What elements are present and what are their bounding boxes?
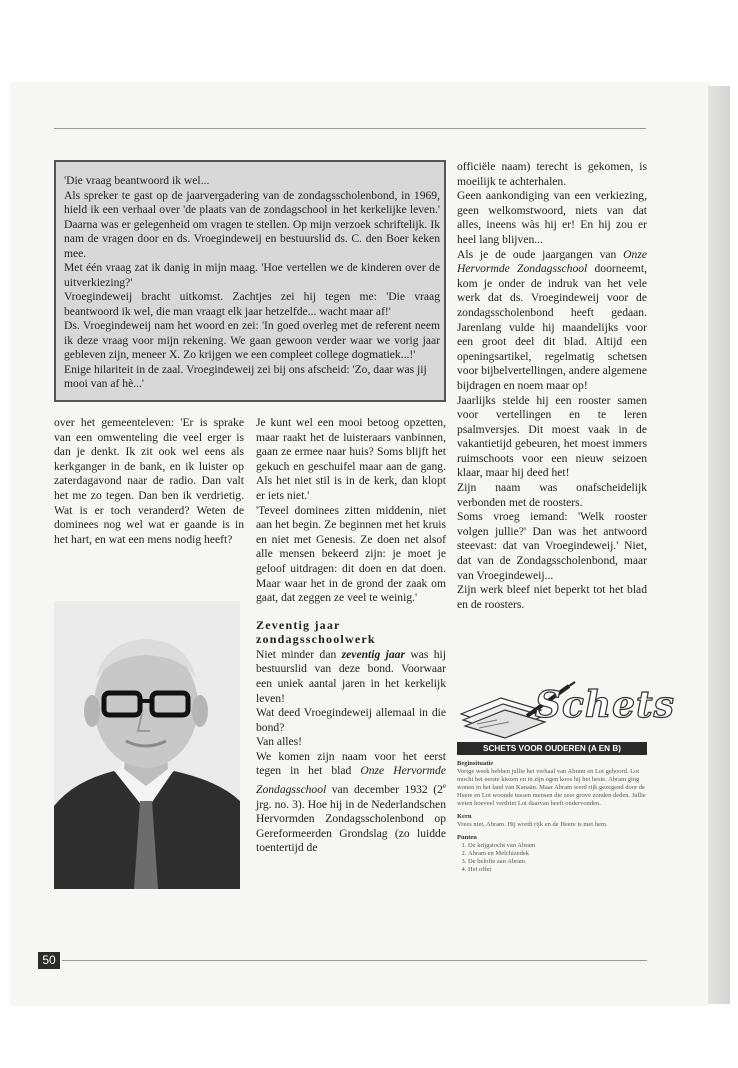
page-number: 50 [38,952,60,969]
body-paragraph: Niet minder dan zeventig jaar was hij bestuurslid van deze bond. Voorwaar een uniek aantal jaren in het kerkelijk leven! [256,647,446,705]
quote-paragraph: 'Die vraag beantwoord ik wel... [64,174,210,187]
body-paragraph: Jaarlijks stelde hij een rooster samen voor vertellingen en te leren psalmversjes. Dit moest vaak in de vakantietijd gebeuren, het moest immers ruimschoots voor een nieuw seizoen klaar, maar hij deed het! [457,393,647,480]
quote-paragraph: Enige hilariteit in de zaal. Vroegindeweij zei bij ons afscheid: 'Zo, daar was jij mooi van af hè...' [64,362,427,390]
schets-point: 3. De belofte aan Abram [468,858,647,866]
page-edge [708,86,730,1004]
body-paragraph: Wat deed Vroegindeweij allemaal in die bond? [256,706,446,734]
column-left [54,416,244,547]
schets-text: Vrees niet, Abram. Hij wordt rijk en de Heere is met hem. [457,821,608,828]
body-paragraph: Geen aankondiging van een verkiezing, geen welkomstwoord, niets van dat alles, ineens wàs hij er! En hij zou er heel lang blijven... [457,189,647,246]
body-paragraph: Van alles! [256,735,303,749]
quote-paragraph: Als spreker te gast op de jaarvergadering van de zondagsscholenbond, in 1969, hield ik een verhaal over 'de plaats van de zondagschool in het kerkelijke leven.' Daarna was er gelegenheid om vragen te stellen. Op mijn verzoek schriftelijk. Ik nam de vragen door en ds. Vroegindeweij en bestuurslid ds. C. den Boer keken mee. [64,188,440,260]
body-paragraph: over het gemeenteleven: 'Er is sprake van een omwenteling die veel erger is dan je denkt. Ik zit ook wel eens als kerkganger in de bank, en ik luister op zaterdagavond naar de radio. Dan valt het me zo tegen. Dan ben ik verdrietig. Wat is er toch veranderd? Weten de dominees nog wel wat er gaande is in het hart, en wat een mens nodig heeft? [54,416,244,546]
body-paragraph: We komen zijn naam voor het eerst tegen in het blad Onze Hervormde Zondagsschool van december 1932 (2e jrg. no. 3). Hoe hij in de Nederlandschen Hervormden Zondagsscholenbond op Gereformeerden Grondslag (zo luidde toentertijd de [256,749,446,855]
body-paragraph: Zijn naam was onafscheidelijk verbonden met de roosters. [457,481,647,509]
quote-paragraph: Vroegindeweij bracht uitkomst. Zachtjes zei hij tegen me: 'Die vraag beantwoord ik wel, die man vraagt elk jaar hetzelfde... wacht maar af!' [64,290,440,318]
body-paragraph: Je kunt wel een mooi betoog opzetten, maar raakt het de luisteraars vanbinnen, gaan ze ermee naar huis? Soms blijft het gekuch en geschuifel maar aan de gang. Als het niet stil is in de kerk, dan klopt er iets niet.' [256,416,446,502]
quote-box-text [64,174,440,392]
section-heading: Zeventig jaar zondagsschoolwerk [256,617,376,646]
schets-body [457,760,647,874]
schets-heading: Kern [457,813,472,820]
quote-paragraph: Ds. Vroegindeweij nam het woord en zei: 'In goed overleg met de referent neem ik deze vraag voor mijn rekening. We gaan gewoon verder waar we vorig jaar gebleven zijn, meneer X. Zo krijgen we een compleet college dogmatiek...!' [64,319,440,361]
schets-text: Vorige week hebben jullie het verhaal van Abram en Lot gehoord. Lot mocht het eerste kiezen en in zijn ogen koos hij het beste. Abram ging wonen in het land van Kanaän. Maar Abram werd rijk gezegend door de Heere en Lot woonde tussen mensen die zeer grove zonden deden. Jullie weten hoeveel verdriet Lot daarvan heeft ondervonden. [457,768,646,807]
column-middle [256,416,446,856]
body-paragraph: Als je de oude jaargangen van Onze Hervormde Zondagsschool doorneemt, kom je onder de indruk van het vele werk dat ds. Vroegindeweij voor de zondagsscholenbond heeft gedaan. Jarenlang vulde hij maandelijks voor een groot deel dit blad. Altijd een openingsartikel, regelmatig schetsen voor bijbelvertellingen, andere algemene bijdragen en noem maar op! [457,247,647,392]
schets-point: 2. Abram en Melchizedek [468,850,647,858]
schets-panel [457,680,675,910]
body-paragraph: 'Teveel dominees zitten middenin, niet aan het begin. Ze beginnen met het kruis en niet met Genesis. Ze doen net alsof alle mensen bekeerd zijn: je moet je geloof uitdragen: dit doen en dat doen. Maar waar het in de grond der zaak om gaat, dat zeggen ze veel te weinig.' [256,503,446,605]
schets-point: 4. Het offer [468,866,647,874]
schets-points [457,842,647,874]
body-paragraph: Soms vroeg iemand: 'Welk rooster volgen jullie?' Dan was het antwoord steevast: dat van Vroegindeweij.' Niet, dat van de Zondagsscholenbond, maar van Vroegindeweij... [457,510,647,582]
column-right [457,160,647,612]
schets-point: 1. De krijgstocht van Abram [468,842,647,850]
bottom-rule [62,960,647,961]
body-paragraph: Zijn werk bleef niet beperkt tot het blad en de roosters. [457,583,647,611]
schets-heading: Beginsituatie [457,760,494,767]
schets-heading: Punten [457,834,477,841]
schets-title-bar: SCHETS VOOR OUDEREN (A EN B) [457,742,647,755]
top-rule [54,128,646,129]
schets-logo [457,680,675,740]
quote-paragraph: Met één vraag zat ik danig in mijn maag. 'Hoe vertellen we de kinderen over de uitverkiezing?' [64,261,440,289]
portrait-photo [54,601,240,889]
body-paragraph: officiële naam) terecht is gekomen, is moeilijk te achterhalen. [457,160,647,188]
schets-logo-word: Schets [535,684,675,726]
